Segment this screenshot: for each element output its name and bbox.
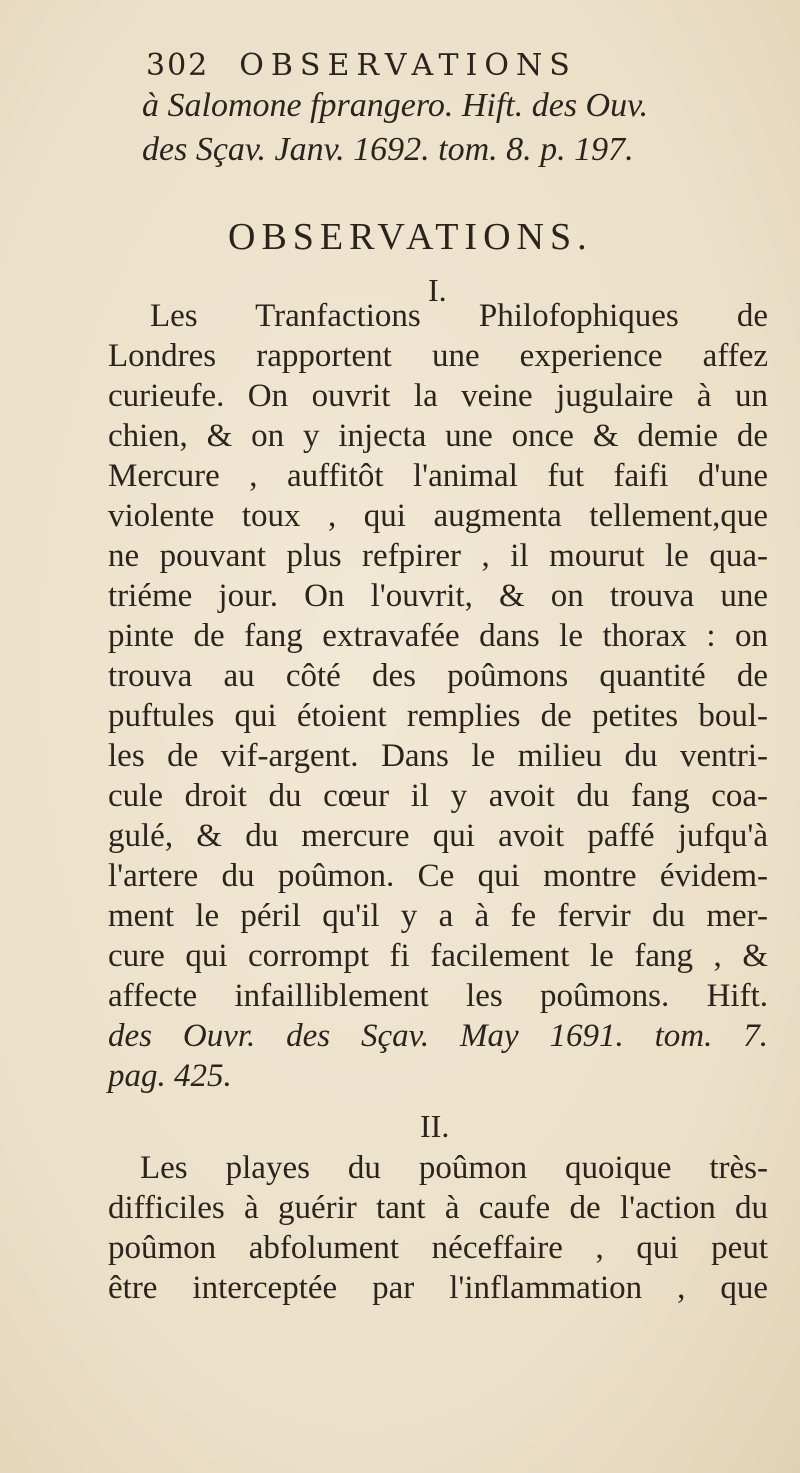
text-line: l'artere du poûmon. Ce qui montre évidem-	[108, 858, 768, 894]
observation-numeral-1: I.	[428, 272, 447, 308]
text-line: Londres rapportent une experience affez	[108, 338, 768, 374]
text-line: puftules qui étoient remplies de petites boul-	[108, 698, 768, 734]
text-line: violente toux , qui augmenta tellement,que	[108, 498, 768, 534]
citation-line: des Ouvr. des Sçav. May 1691. tom. 7.	[108, 1018, 768, 1054]
text-line: trouva au côté des poûmons quantité de	[108, 658, 768, 694]
text-line: Les playes du poûmon quoique très-	[140, 1150, 768, 1186]
text-line: poûmon abfolument néceffaire , qui peut	[108, 1230, 768, 1266]
page-number: 302	[146, 48, 210, 83]
text-line: Mercure , auffitôt l'animal fut faifi d'une	[108, 458, 768, 494]
text-line: être interceptée par l'inflammation , que	[108, 1270, 768, 1306]
reference-line-2: des Sçav. Janv. 1692. tom. 8. p. 197.	[142, 131, 634, 168]
text-line: Les Tranfactions Philofophiques de	[150, 298, 768, 334]
text-line: affecte infailliblement les poûmons. Hift.	[108, 978, 768, 1014]
text-line: difficiles à guérir tant à caufe de l'action du	[108, 1190, 768, 1226]
running-header	[146, 48, 766, 83]
observation-numeral-2: II.	[420, 1108, 450, 1144]
text-line: ne pouvant plus refpirer , il mourut le qua-	[108, 538, 768, 574]
text-line: triéme jour. On l'ouvrit, & on trouva une	[108, 578, 768, 614]
citation-line: pag. 425.	[108, 1058, 232, 1094]
text-line: cure qui corrompt fi facilement le fang , &	[108, 938, 768, 974]
section-title: OBSERVATIONS.	[228, 216, 593, 258]
running-title: OBSERVATIONS	[239, 48, 577, 83]
text-line: pinte de fang extravafée dans le thorax : on	[108, 618, 768, 654]
text-line: les de vif-argent. Dans le milieu du ventri-	[108, 738, 768, 774]
text-line: gulé, & du mercure qui avoit paffé jufqu'à	[108, 818, 768, 854]
text-line: cule droit du cœur il y avoit du fang coa-	[108, 778, 768, 814]
reference-line-1: à Salomone fprangero. Hift. des Ouv.	[142, 87, 649, 124]
text-line: ment le péril qu'il y a à fe fervir du mer-	[108, 898, 768, 934]
text-line: chien, & on y injecta une once & demie de	[108, 418, 768, 454]
text-line: curieufe. On ouvrit la veine jugulaire à un	[108, 378, 768, 414]
